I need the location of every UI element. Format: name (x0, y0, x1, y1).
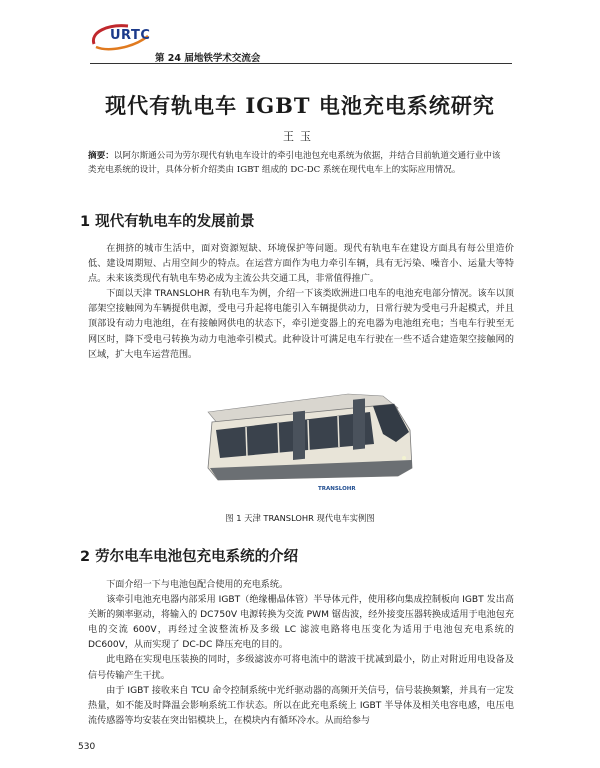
paragraph: 此电路在实现电压装换的同时，多级滤波亦可将电流中的谐波干扰减到最小，防止对附近用电设备及信号传输产生干扰。 (88, 655, 514, 681)
paragraph: 该牵引电池充电器内部采用 IGBT（绝缘栅晶体管）半导体元件，使用移向集成控制板向 IGBT 发出高关断的频率驱动，将输入的 DC750V 电源转换为交流 PWM 锯齿波，经外接变压器转换成适用于电池包充电的交流 600V，再经过全波整流桥及多级 LC 滤波电路将电压变化为适用于电池包充电系统的 DC600V，从而实现了 DC-DC 降压充电的目的。 (88, 595, 514, 651)
section-2-body (88, 578, 514, 729)
paragraph: 下面以天津 TRANSLOHR 有轨电车为例，介绍一下该类欧洲进口电车的电池充电部分情况。该车以顶部架空接触网为车辆提供电源，受电弓升起将电能引入车辆提供动力，日常行驶为受电弓升起模式，并且顶部设有动力电池组，在有接触网供电的状态下，牵引逆变器上的充电器为电池组充电；当电车行驶至无网区时，降下受电弓转换为动力电池牵引模式。此种设计可满足电车行驶在一些不适合建造架空接触网的区域，扩大电车运营范围。 (88, 289, 514, 360)
translohr-brand: TRANSLOHR (318, 486, 356, 492)
section-1-body (88, 242, 514, 363)
paper-title: 现代有轨电车 IGBT 电池充电系统研究 (105, 93, 495, 118)
paragraph: 下面介绍一下与电池包配合使用的充电系统。 (106, 580, 289, 590)
logo-text: URTC (110, 28, 151, 43)
urtc-logo (88, 22, 154, 52)
section-1-heading: 1 现代有轨电车的发展前景 (80, 214, 255, 230)
paragraph: 由于 IGBT 接收来自 TCU 命令控制系统中光纤驱动器的高频开关信号，信号装换频繁，并具有一定发热量，如不能及时降温会影响系统工作状态。所以在此充电系统上 IGBT 半导体及相关电容电感，电压电流传感器等均安装在突出铝模块上，在模块内有循环冷水。从而给参与 (88, 685, 514, 726)
abstract-text: 以阿尔斯通公司为劳尔现代有轨电车设计的牵引电池包充电系统为依据，并结合目前轨道交通行业中该类充电系统的设计，具体分析介绍类由 IGBT 组成的 DC-DC 系统在现代电车上的实际应用情况。 (88, 151, 501, 175)
tram-photo (198, 372, 423, 500)
abstract (88, 150, 504, 177)
conference-name: 第 24 届地铁学术交流会 (155, 53, 261, 64)
paragraph: 在拥挤的城市生活中，面对资源短缺、环境保护等问题。现代有轨电车在建设方面具有每公里造价低、建设周期短、占用空间少的特点。在运营方面作为电力牵引车辆，具有无污染、噪音小、运量大等特点。未来该类现代有轨电车势必成为主流公共交通工具，非常值得推广。 (88, 244, 514, 285)
tram-illustration (198, 372, 423, 500)
page-number: 530 (78, 742, 96, 752)
header-rule (90, 63, 512, 64)
paper-author: 王玉 (283, 130, 317, 143)
abstract-label: 摘要： (88, 151, 114, 161)
section-2-heading: 2 劳尔电车电池包充电系统的介绍 (80, 549, 299, 565)
figure-caption: 图 1 天津 TRANSLOHR 现代电车实例图 (225, 513, 375, 523)
